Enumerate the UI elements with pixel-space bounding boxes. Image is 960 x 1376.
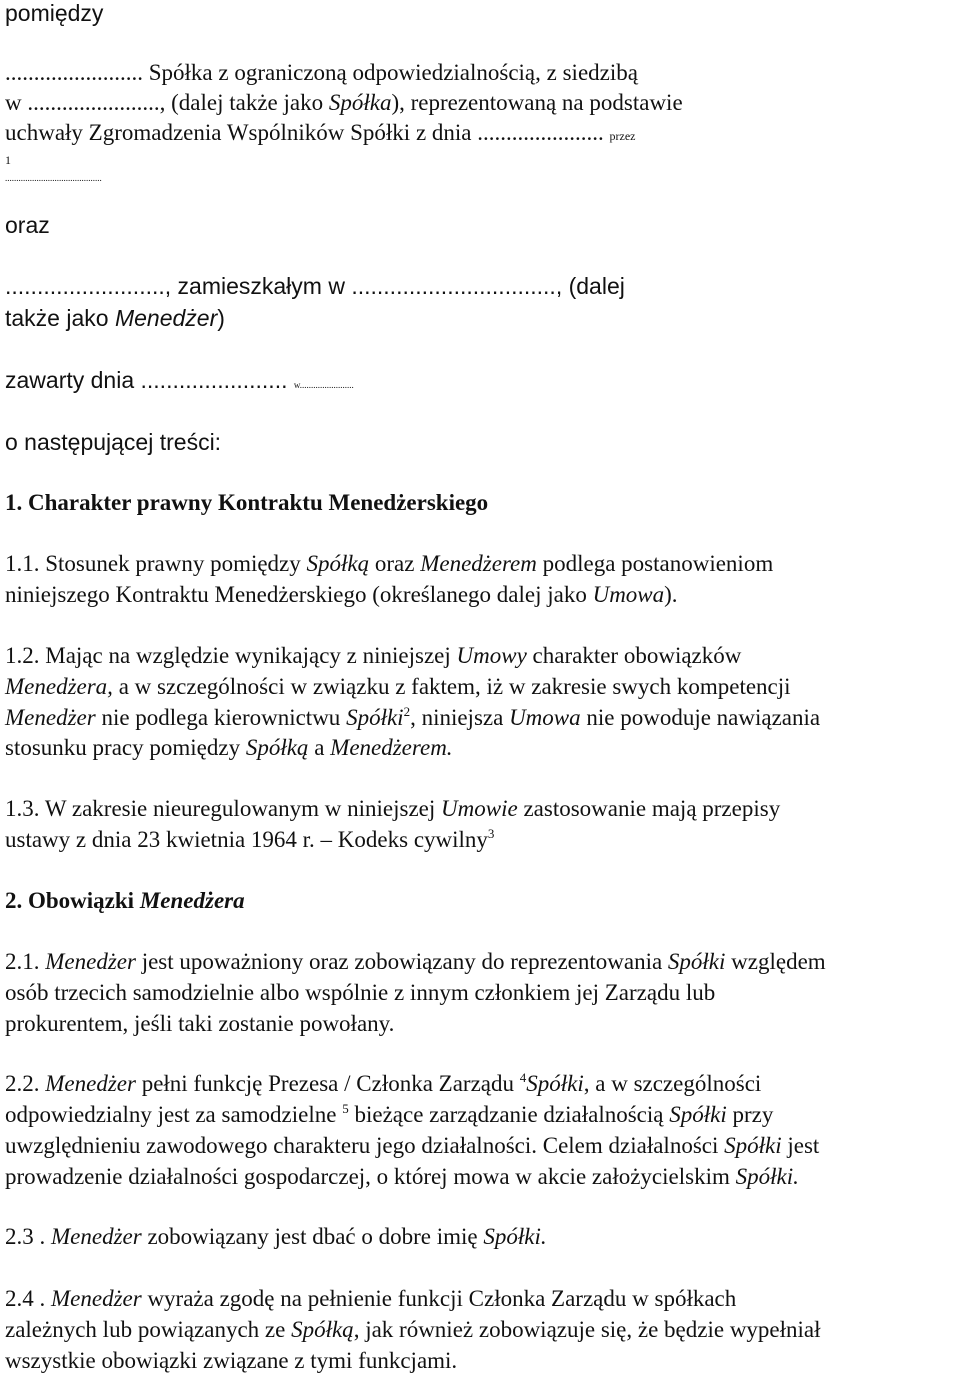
paragraph-1-1-line-1: 1.1. Stosunek prawny pomiędzy Spółką oraz Menedżerem podlega postanowieniom	[5, 551, 774, 576]
party2-line-1: ........................., zamieszkałym w ................................, (dalej	[5, 273, 625, 299]
paragraph-2-4-line-3: wszystkie obowiązki związane z tymi funkcjami.	[5, 1348, 458, 1373]
paragraph-1-1-line-2: niniejszego Kontraktu Menedżerskiego (określanego dalej jako Umowa).	[5, 582, 678, 607]
nastepujacej-line: o następującej treści:	[5, 429, 222, 455]
party2-line-2: także jako Menedżer)	[5, 305, 225, 331]
paragraph-2-4-line-2: zależnych lub powiązanych ze Spółką, jak również zobowiązuje się, że będzie wypełniał	[5, 1317, 821, 1342]
paragraph-1-2-line-1: 1.2. Mając na względzie wynikający z niniejszej Umowy charakter obowiązków	[5, 643, 742, 668]
paragraph-1-3-line-1: 1.3. W zakresie nieuregulowanym w niniejszej Umowie zastosowanie mają przepisy	[5, 796, 781, 821]
section-2-heading: 2. Obowiązki Menedżera	[5, 888, 245, 913]
paragraph-2-1-line-2: osób trzecich samodzielnie albo wspólnie z innym członkiem jej Zarządu lub	[5, 980, 716, 1005]
party1-line-3: uchwały Zgromadzenia Wspólników Spółki z dnia ...................... przez	[5, 120, 636, 145]
paragraph-1-2-line-4: stosunku pracy pomiędzy Spółką a Menedżerem.	[5, 735, 453, 760]
paragraph-2-4-line-1: 2.4 . Menedżer wyraża zgodę na pełnienie funkcji Członka Zarządu w spółkach	[5, 1286, 737, 1311]
paragraph-2-3: 2.3 . Menedżer zobowiązany jest dbać o dobre imię Spółki.	[5, 1224, 547, 1249]
footnote-ref-3: 3	[487, 826, 495, 841]
oraz-label: oraz	[5, 212, 50, 238]
paragraph-2-1-line-3: prokurentem, jeśli taki zostanie powołany.	[5, 1011, 395, 1036]
paragraph-2-2-line-2: odpowiedzialny jest za samodzielne $^5$ bieżące zarządzanie działalnością Spółki przy	[5, 1101, 774, 1127]
paragraph-1-2-line-2: Menedżera, a w szczególności w związku z faktem, iż w zakresie swych kompetencji	[5, 674, 791, 699]
section-1-heading: 1. Charakter prawny Kontraktu Menedżerskiego	[5, 490, 489, 515]
paragraph-1-3-line-2: ustawy z dnia 23 kwietnia 1964 r. – Kodeks cywilny$^3$	[5, 826, 495, 852]
party1-line-4: 1 ...........................................	[5, 153, 102, 183]
paragraph-2-2-line-1: 2.2. Menedżer pełni funkcję Prezesa / Członka Zarządu $^4$Spółki, a w szczególności	[5, 1070, 762, 1096]
footnote-ref-5: 5	[342, 1101, 349, 1116]
heading-pomiedzy: pomiędzy	[5, 0, 104, 26]
paragraph-2-2-line-4: prowadzenie działalności gospodarczej, o której mowa w akcie założycielskim Spółki.	[5, 1164, 799, 1189]
footnote-ref-2: 2	[403, 704, 411, 719]
footnote-ref-4: 4	[519, 1070, 527, 1085]
paragraph-1-2-line-3: Menedżer nie podlega kierownictwu Spółki$^2$, niniejsza Umowa nie powoduje nawiązania	[5, 704, 821, 730]
party1-line-2: w ......................., (dalej także jako Spółka), reprezentowaną na podstawie	[5, 90, 683, 115]
zawarty-line: zawarty dnia ....................... w........................	[5, 367, 354, 393]
paragraph-2-2-line-3: uwzględnieniu zawodowego charakteru jego działalności. Celem działalności Spółki jest	[5, 1133, 820, 1158]
party1-line-1: ........................ Spółka z ograniczoną odpowiedzialnością, z siedzibą	[5, 60, 638, 85]
paragraph-2-1-line-1: 2.1. Menedżer jest upoważniony oraz zobowiązany do reprezentowania Spółki względem	[5, 949, 826, 974]
